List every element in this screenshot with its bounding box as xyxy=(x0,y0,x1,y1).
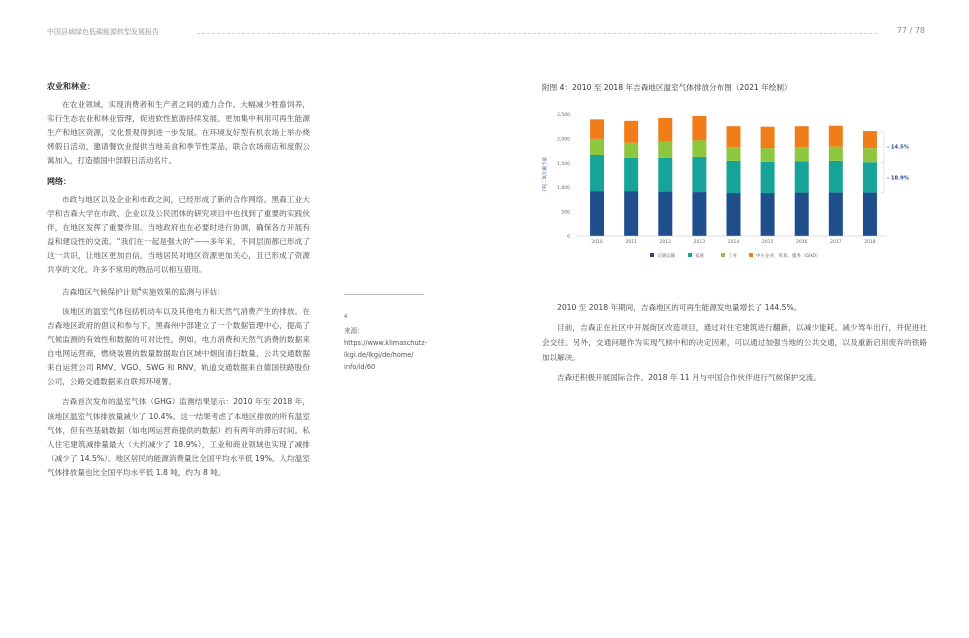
bar-segment xyxy=(727,193,741,236)
bar-segment xyxy=(692,116,706,140)
bar-segment xyxy=(590,155,604,191)
legend-swatch xyxy=(688,253,692,257)
bar-segment xyxy=(658,118,672,142)
footnote-divider xyxy=(344,294,424,295)
annotation-bracket xyxy=(881,131,884,162)
bar-segment xyxy=(795,161,809,192)
paragraph-international: 吉森还积极开展国际合作。2018 年 11 月与中国合作伙伴进行气候保护交流。 xyxy=(557,373,822,382)
y-tick-label: 1,000 xyxy=(557,186,570,192)
y-tick-label: 0 xyxy=(567,235,570,240)
paragraph-agriculture: 在农业领域，实现消费者和生产者之间的通力合作。大幅减少牲畜饲养，实行生态农业和林业管理，促进软性旅游持续发展。更加集中利用可再生能源生产和地区资源，文化景观得到进一步发展。在环境友好型有机农场上举办烧烤假日活动，邀请餐饮业提供当地美食和季节性菜品，联合农场商店和度假公寓加入，打造德国中部假日活动名片。 xyxy=(47,100,310,166)
bar-segment xyxy=(863,193,877,236)
paragraph-network: 市政与地区以及企业和市政之间，已经形成了新的合作网络。黑森工业大学和吉森大学在市政、企业以及公民团体的研究项目中也找到了重要的实践伙伴，在地区发挥了重要作用。当地政府也在必要时进行协调，确保各方开展有益和建设性的交流。“我们在一起是强大的”——多年来，不同层面都已形成了这一共识，让地区更加自信。当地居民对地区资源更加关心，且已形成了资源共享的文化，许多不常用的物品可以相互借用。 xyxy=(47,194,310,275)
footnote-label: $^4$ 来源： xyxy=(344,314,364,336)
bar-segment xyxy=(761,193,775,236)
annotation-label: - 14.5% xyxy=(886,144,909,151)
header-divider xyxy=(197,33,877,34)
heading-agriculture: 农业和林业： xyxy=(47,82,95,91)
paragraph-renewables: 2010 至 2018 年期间，吉森地区的可再生能源发电量增长了 144.5%。 xyxy=(557,303,802,312)
bar-segment xyxy=(658,142,672,158)
right-column xyxy=(542,300,927,390)
bar-segment xyxy=(658,192,672,236)
y-tick-label: 1,500 xyxy=(557,161,570,167)
bar-segment xyxy=(761,162,775,193)
paragraph-monitoring-1: 该地区的温室气体包括机动车以及其他电力和天然气消费产生的排放。在吉森地区政府的倡议和参与下，黑森州中部建立了一个数据管理中心，提高了气候监测的有效性和数据的可对比性，例如，电力消费和天然气消费的数据来自电网运营商，燃烧装置的数量数据取自区域中烟囱清扫数量，公共交通数据来自运营公司 RMV、VGO、SWG 和 RNV，轨道交通数据来自德国铁路股份公司，公路交通数据来自联邦环境署。 xyxy=(47,306,310,387)
bar-segment xyxy=(692,157,706,192)
x-tick-label: 2012 xyxy=(659,240,672,245)
bar-segment xyxy=(624,143,638,158)
figure-title: 附图 4：2010 至 2018 年吉森地区温室气体排放分布图（2021 年绘制） xyxy=(542,83,792,92)
bar-segment xyxy=(761,127,775,148)
page-header xyxy=(47,27,927,39)
page-number: 77 / 78 xyxy=(896,26,925,35)
bar-segment xyxy=(590,119,604,139)
annotation-bracket xyxy=(881,162,884,192)
legend-swatch xyxy=(749,253,753,257)
bar-segment xyxy=(761,148,775,162)
bar-segment xyxy=(863,131,877,148)
x-tick-label: 2018 xyxy=(864,240,876,245)
footnote-url-3[interactable]: info/id/60 xyxy=(344,363,376,372)
emissions-stacked-bar-chart xyxy=(542,100,927,275)
legend-label: 工业 xyxy=(728,254,737,259)
bar-segment xyxy=(795,126,809,147)
x-tick-label: 2010 xyxy=(591,240,603,245)
x-tick-label: 2016 xyxy=(795,240,808,245)
bar-segment xyxy=(590,139,604,155)
bar-segment xyxy=(692,192,706,236)
paragraph-monitoring-2: 吉森首次发布的温室气体（GHG）监测结果显示：2010 年至 2018 年，该地区温室气体排放量减少了 10.4%。这一结果考虑了本地区排放的所有温室气体，但有些基础数据（如电网运营商提供的数据）约有两年的滞后时间。私人住宅建筑减排量最大（大约减少了 18.9%），工业和商业领域也实现了减排（减少了 14.5%）。地区居民的能源消费量比全国平均水平低 19%。人均温室气体排放量也比全国平均水平低 1.8 吨，约为 8 吨。 xyxy=(47,397,310,477)
monitoring-subheading: 吉森地区气候保护计划$^4$实施效果的监测与评估： xyxy=(62,287,225,297)
x-tick-label: 2011 xyxy=(625,240,637,245)
x-tick-label: 2014 xyxy=(727,240,740,245)
bar-segment xyxy=(692,140,706,157)
legend-swatch xyxy=(721,253,725,257)
y-axis-title: 千吨二氧化碳当量 xyxy=(543,157,548,193)
bar-segment xyxy=(829,126,843,147)
report-title: 中国县域绿色低碳能源转型发展报告 xyxy=(47,28,159,36)
x-tick-label: 2013 xyxy=(693,240,706,245)
bar-segment xyxy=(829,161,843,193)
x-tick-label: 2015 xyxy=(761,240,774,245)
legend-swatch xyxy=(650,253,654,257)
bar-segment xyxy=(624,191,638,236)
bar-segment xyxy=(624,121,638,143)
bar-segment xyxy=(863,162,877,192)
y-tick-label: 2,500 xyxy=(557,113,570,118)
bar-segment xyxy=(727,147,741,161)
legend-label: 交通运输 xyxy=(657,254,675,259)
bar-segment xyxy=(624,158,638,191)
heading-network: 网络： xyxy=(47,176,71,186)
footnote xyxy=(344,294,429,373)
bar-segment xyxy=(829,147,843,161)
bar-segment xyxy=(795,193,809,236)
bar-segment xyxy=(863,148,877,162)
bar-segment xyxy=(727,161,741,193)
paragraph-renovation: 目前，吉森正在社区中开展街区改造项目，通过对住宅建筑进行翻新，以减少能耗、减少驾车出行，并促进社会交往。另外，交通问题作为实现气候中和的决定因素，可以通过加强当地的公共交通，以及重新启用废弃的铁路加以解决。 xyxy=(542,323,927,362)
bar-segment xyxy=(829,193,843,236)
footnote-url-2[interactable]: lkgi.de/lkgi/de/home/ xyxy=(344,351,414,360)
y-tick-label: 2,000 xyxy=(557,137,570,143)
bar-segment xyxy=(658,158,672,192)
y-tick-label: 500 xyxy=(561,210,570,216)
legend-label: 中小企业、贸易、服务（GHD） xyxy=(756,254,821,259)
bar-segment xyxy=(590,191,604,236)
legend-label: 家庭 xyxy=(695,254,704,259)
bar-segment xyxy=(727,126,741,147)
left-column xyxy=(47,80,310,486)
annotation-label: - 18.9% xyxy=(886,175,909,182)
bar-segment xyxy=(795,147,809,161)
footnote-url-1[interactable]: https://www.klimaschutz- xyxy=(344,339,428,348)
x-tick-label: 2017 xyxy=(830,240,842,245)
